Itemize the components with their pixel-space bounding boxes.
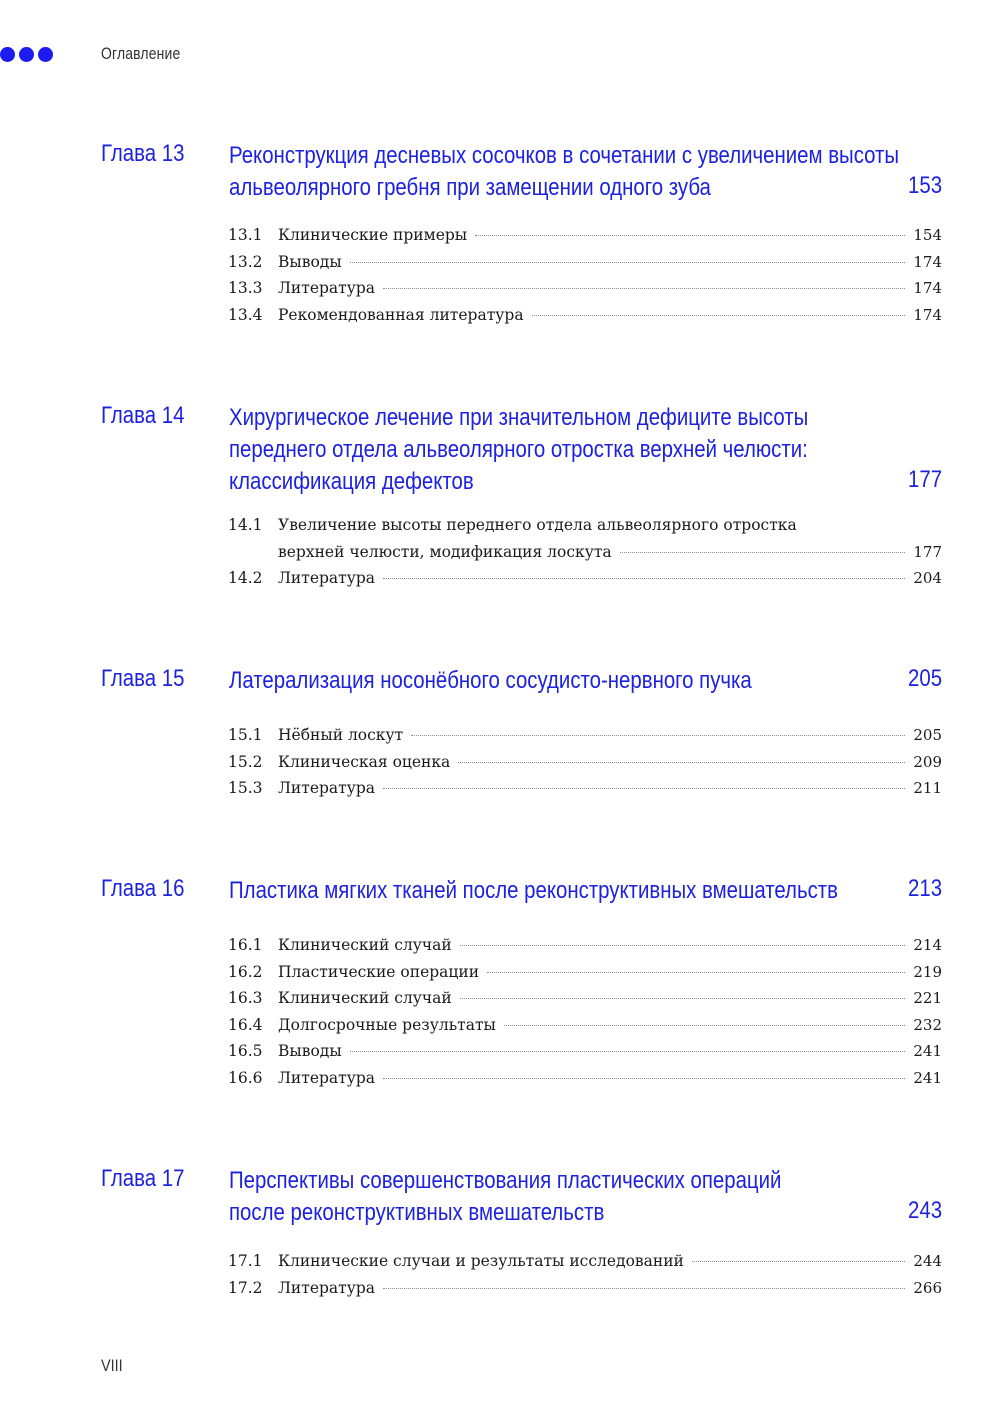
section-number: 16.2 <box>228 962 263 981</box>
section-entry[interactable] <box>228 222 942 249</box>
section-title-line: Увеличение высоты переднего отдела альвеолярного отростка <box>278 516 797 534</box>
section-page: 204 <box>913 569 942 587</box>
section-entry[interactable] <box>228 512 942 565</box>
section-page: 266 <box>913 1278 942 1297</box>
section-entry[interactable] <box>228 1038 942 1065</box>
chapter-title-line: Латерализация носонёбного сосудисто-нервного пучка <box>229 667 752 694</box>
section-title: Литература <box>278 1068 376 1087</box>
dot-leader <box>411 735 905 736</box>
section-entry[interactable] <box>228 985 942 1012</box>
section-number: 14.1 <box>228 516 263 534</box>
dot-leader <box>383 1078 905 1079</box>
section-title: Нёбный лоскут <box>278 726 404 744</box>
section-entry[interactable] <box>228 275 942 302</box>
section-page: 174 <box>913 279 942 297</box>
section-entry[interactable] <box>228 749 942 776</box>
section-number: 13.4 <box>228 305 263 324</box>
section-number: 14.2 <box>228 569 263 587</box>
section-page: 219 <box>913 962 942 981</box>
dot-leader <box>383 788 905 789</box>
chapter-page: 153 <box>907 172 942 199</box>
section-number: 15.3 <box>228 779 263 797</box>
section-page: 232 <box>913 1015 942 1034</box>
section-title: Клинический случай <box>278 936 452 954</box>
section-list <box>228 932 942 1091</box>
section-title: Литература <box>278 1278 376 1297</box>
section-entry[interactable] <box>228 722 942 749</box>
chapter-title-line: Реконструкция десневых сосочков в сочетании с увеличением высоты <box>229 142 900 169</box>
section-number: 15.1 <box>228 726 263 744</box>
section-entry[interactable] <box>228 565 942 592</box>
section-entry[interactable] <box>228 775 942 802</box>
section-title: Литература <box>278 569 376 587</box>
section-list <box>228 722 942 802</box>
section-entry[interactable] <box>228 1012 942 1039</box>
chapter-label: Глава 14 <box>101 402 185 429</box>
chapter-title-line: альвеолярного гребня при замещении одного зуба <box>229 174 711 201</box>
section-list <box>228 512 942 592</box>
chapter-title[interactable] <box>229 875 889 907</box>
chapter-title-line: после реконструктивных вмешательств <box>229 1199 605 1226</box>
chapter-title[interactable] <box>229 140 900 204</box>
section-title: Клинический случай <box>278 989 452 1007</box>
chapter-title-line: классификация дефектов <box>229 468 474 495</box>
page-number: VIII <box>101 1356 123 1375</box>
section-page: 214 <box>913 936 942 954</box>
section-number: 13.2 <box>228 252 263 271</box>
header-dots-icon <box>0 47 53 62</box>
chapter-title[interactable] <box>229 402 889 498</box>
chapter-title-line: Пластика мягких тканей после реконструктивных вмешательств <box>229 877 838 904</box>
section-page: 205 <box>913 726 942 744</box>
chapter-page: 205 <box>907 665 942 692</box>
section-page: 154 <box>913 226 942 244</box>
section-number: 16.3 <box>228 989 263 1007</box>
chapter-title-line: Хирургическое лечение при значительном дефиците высоты <box>229 404 809 431</box>
section-page: 244 <box>913 1252 942 1270</box>
chapter-label: Глава 16 <box>101 875 185 902</box>
dot-leader <box>460 998 906 999</box>
section-number: 16.6 <box>228 1068 263 1087</box>
section-title: Выводы <box>278 252 342 271</box>
section-title: Клинические примеры <box>278 226 468 244</box>
chapter-label: Глава 15 <box>101 665 185 692</box>
section-page: 211 <box>913 779 942 797</box>
section-page: 209 <box>913 752 942 771</box>
dot-leader <box>383 1288 905 1289</box>
section-number: 17.1 <box>228 1252 263 1270</box>
section-title: Литература <box>278 779 376 797</box>
section-title: Долгосрочные результаты <box>278 1015 496 1034</box>
section-title: Литература <box>278 279 376 297</box>
dot-leader <box>504 1025 905 1026</box>
chapter-title-line: Перспективы совершенствования пластических операций <box>229 1167 782 1194</box>
dot-leader <box>692 1261 905 1262</box>
chapter-label: Глава 13 <box>101 140 185 167</box>
dot-leader <box>383 288 905 289</box>
section-page: 177 <box>913 542 942 561</box>
section-number: 13.3 <box>228 279 263 297</box>
section-entry[interactable] <box>228 1065 942 1092</box>
section-page: 174 <box>913 305 942 324</box>
dot-leader <box>383 578 905 579</box>
section-title: Выводы <box>278 1042 342 1060</box>
section-page: 241 <box>913 1042 942 1060</box>
page-header <box>0 40 198 68</box>
section-title: Клиническая оценка <box>278 752 451 771</box>
section-entry[interactable] <box>228 932 942 959</box>
section-page: 241 <box>913 1068 942 1087</box>
dot-leader <box>458 762 905 763</box>
section-list <box>228 222 942 328</box>
running-header-title: Оглавление <box>101 44 181 63</box>
dot-leader <box>475 235 905 236</box>
section-number: 17.2 <box>228 1278 263 1297</box>
chapter-page: 243 <box>907 1197 942 1224</box>
section-title: Клинические случаи и результаты исследований <box>278 1252 684 1270</box>
chapter-label: Глава 17 <box>101 1165 185 1192</box>
dot-leader <box>350 1051 906 1052</box>
section-entry[interactable] <box>228 959 942 986</box>
section-number: 13.1 <box>228 226 263 244</box>
section-title: Рекомендованная литература <box>278 305 524 324</box>
dot-leader <box>620 552 906 553</box>
dot-leader <box>532 315 906 316</box>
section-entry[interactable] <box>228 249 942 276</box>
section-page: 174 <box>913 252 942 271</box>
section-number: 16.1 <box>228 936 263 954</box>
section-page: 221 <box>913 989 942 1007</box>
chapter-title[interactable] <box>229 665 889 697</box>
section-title: верхней челюсти, модификация лоскута <box>278 542 612 561</box>
chapter-title-line: переднего отдела альвеолярного отростка верхней челюсти: <box>229 436 808 463</box>
chapter-page: 213 <box>907 875 942 902</box>
dot-leader <box>460 945 906 946</box>
section-number: 16.4 <box>228 1015 263 1034</box>
section-title: Пластические операции <box>278 962 480 981</box>
section-entry[interactable] <box>228 1275 942 1302</box>
section-number: 16.5 <box>228 1042 263 1060</box>
section-entry[interactable] <box>228 302 942 329</box>
section-number: 15.2 <box>228 752 263 771</box>
chapter-title[interactable] <box>229 1165 889 1229</box>
section-list <box>228 1248 942 1301</box>
chapter-page: 177 <box>907 466 942 493</box>
dot-leader <box>487 972 905 973</box>
dot-leader <box>350 262 906 263</box>
section-entry[interactable] <box>228 1248 942 1275</box>
